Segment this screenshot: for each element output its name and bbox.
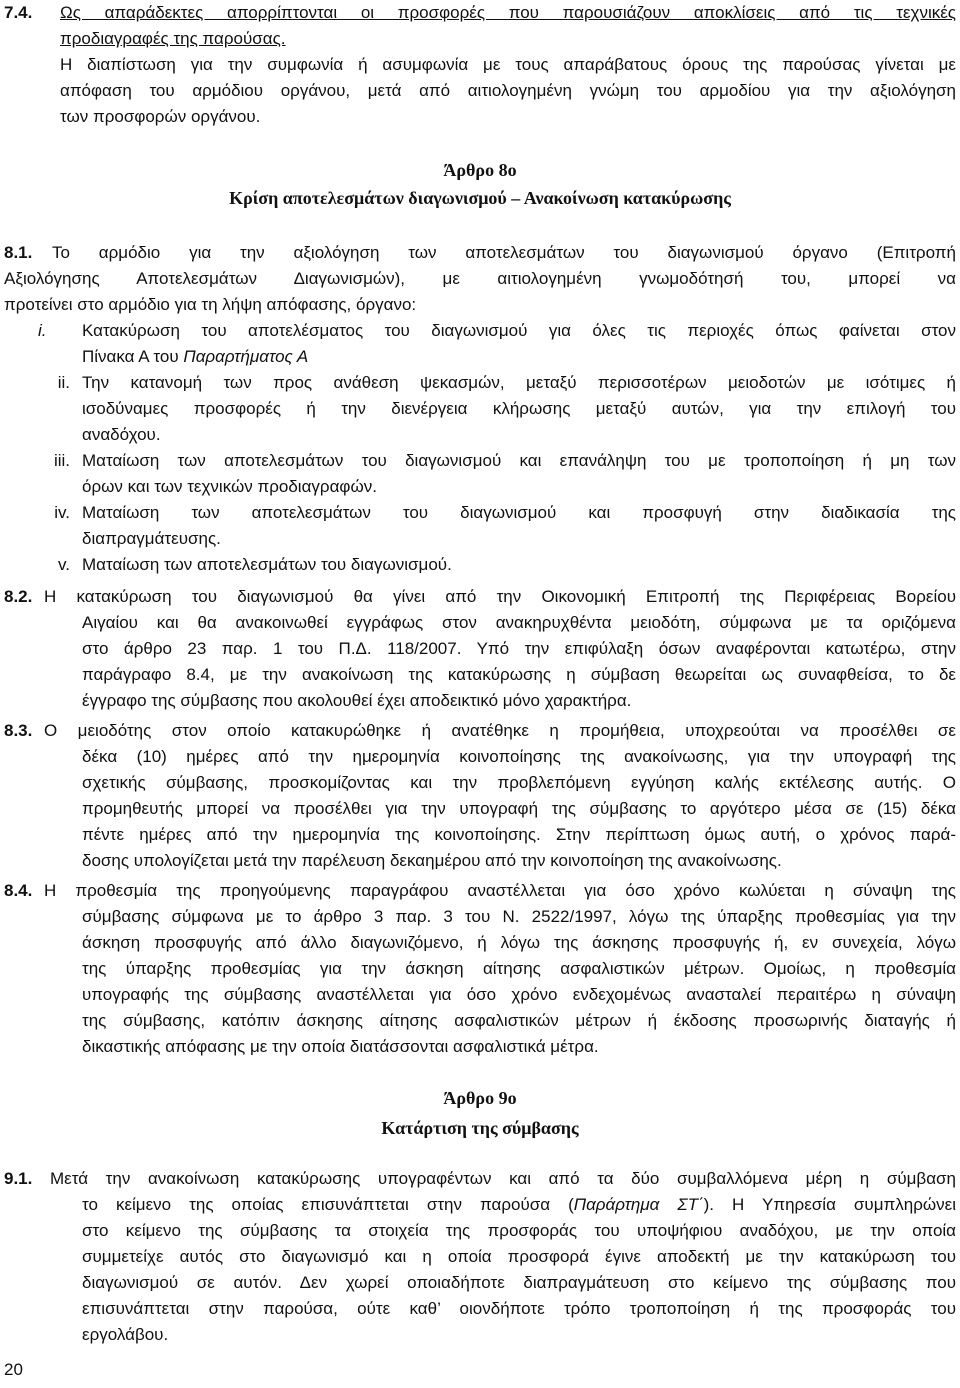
section-8-2-line: παράγραφο 8.4, με την ανακοίνωση της κατακύρωσης η σύμβαση θεωρείται ως συναφθείσα, το δε — [82, 665, 956, 684]
section-8-4-line: υπογραφής της σύμβασης αναστέλλεται για όσο χρόνο ενδεχομένως ανασταλεί περαιτέρω η σύναψη — [82, 985, 956, 1004]
section-8-3-line: σχετικής σύμβασης, προσκομίζοντας και την προβλεπόμενη εγγύηση καλής εκτέλεσης αυτής. Ο — [82, 773, 956, 792]
list-item-line: Την κατανομή των προς ανάθεση ψεκασμών, μεταξύ περισσοτέρων μειοδοτών με ισότιμες ή — [82, 373, 956, 392]
section-8-3-line: προμηθευτής μπορεί να προσέλθει για την υπογραφή της σύμβασης το αργότερο μέσα σε (15) δέκα — [82, 799, 956, 818]
section-8-2-number: 8.2. — [4, 587, 33, 606]
section-8-4-number: 8.4. — [4, 881, 33, 900]
list-item-line: Ματαίωση των αποτελεσμάτων του διαγωνισμού και προσφυγή στην διαδικασία της — [82, 503, 956, 522]
list-item-last-line: διαπραγμάτευσης. — [82, 529, 221, 548]
list-item-line: Κατακύρωση του αποτελέσματος του διαγωνισμού για όλες τις περιοχές όπως φαίνεται στον — [82, 321, 956, 340]
section-8-4-line: σύμβασης σύμφωνα με το άρθρο 3 παρ. 3 του Ν. 2522/1997, λόγω της ύπαρξης προθεσμίας για την — [82, 907, 956, 926]
section-8-4-line: Η προθεσμία της προηγούμενης παραγράφου αναστέλλεται για όσο χρόνο κωλύεται η σύναψη της — [44, 881, 956, 900]
article-8-subtitle: Κρίση αποτελεσμάτων διαγωνισμού – Ανακοίνωση κατακύρωσης — [229, 188, 731, 208]
section-9-1-line: συμμετείχε αυτός στο διαγωνισμό και η οποία προσφορά έγινε αποδεκτή με την κατακύρωση του — [82, 1247, 956, 1266]
list-item-label: i. — [38, 321, 47, 340]
section-8-2-line: Η κατακύρωση του διαγωνισμού θα γίνει από την Οικονομική Επιτροπή της Περιφέρειας Βορείου — [44, 587, 956, 606]
list-item-label: iii. — [53, 451, 70, 470]
section-8-1-number: 8.1. — [4, 243, 33, 262]
section-8-4-line: άσκηση προσφυγής από άλλο διαγωνιζόμενο, ή λόγω της άσκησης προσφυγής ή, εν συνεχεία, λόγω — [82, 933, 956, 952]
section-8-4-line: δικαστικής απόφασης με την οποία διατάσσονται ασφαλιστικά μέτρα. — [82, 1037, 599, 1056]
section-7-4-line: απόφαση του αρμόδιου οργάνου, μετά από αιτιολογημένη γνώμη του αρμοδίου για την αξιολόγηση — [60, 81, 956, 100]
section-9-1-line: εργολάβου. — [82, 1325, 169, 1344]
list-item-last-line: αναδόχου. — [82, 425, 161, 444]
section-8-3-line: Ο μειοδότης στον οποίο κατακυρώθηκε ή ανατέθηκε η προμήθεια, υποχρεούται να προσέλθει σε — [44, 721, 956, 740]
section-8-1-line: Το αρμόδιο για την αξιολόγηση των αποτελεσμάτων του διαγωνισμού όργανο (Επιτροπή — [52, 243, 956, 262]
list-item-line: Ματαίωση των αποτελεσμάτων του διαγωνισμού και επανάληψη του με τροποποίηση ή μη των — [82, 451, 956, 470]
section-7-4-line: προδιαγραφές της παρούσας. — [60, 29, 286, 48]
list-item-label: v. — [58, 555, 70, 574]
section-7-4-line: Η διαπίστωση για την συμφωνία ή ασυμφωνία με τους απαράβατους όρους της παρούσας γίνεται με — [60, 55, 956, 74]
section-8-3-line: δέκα (10) ημέρες από την ημερομηνία κοινοποίησης της ανακοίνωσης, για την υπογραφή της — [82, 747, 956, 766]
list-item-line: ισοδύναμες προσφορές ή την διενέργεια κλήρωσης μεταξύ αυτών, για την επιλογή του — [82, 399, 956, 418]
list-item-last-line: όρων και των τεχνικών προδιαγραφών. — [82, 477, 377, 496]
section-8-3-line: πέντε ημέρες από την ημερομηνία της κοινοποίησης. Στην περίπτωση όμως αυτή, ο χρόνος παρά- — [82, 825, 956, 844]
section-9-1-line: το κείμενο της οποίας επισυνάπτεται στην παρούσα (Παράρτημα ΣΤ΄). Η Υπηρεσία συμπληρώνει — [82, 1195, 956, 1214]
section-9-1-line: στο κείμενο της σύμβασης τα στοιχεία της προσφοράς του υποψήφιου αναδόχου, με την οποία — [82, 1221, 956, 1240]
section-8-4-line: της σύμβασης, κατόπιν άσκησης αίτησης ασφαλιστικών μέτρων ή έκδοσης προσωρινής διαταγής ή — [82, 1011, 956, 1030]
section-8-4-line: της ύπαρξης προθεσμίας για την άσκηση αίτησης ασφαλιστικών μέτρων. Ομοίως, η προθεσμία — [82, 959, 956, 978]
list-item-last-line: Ματαίωση των αποτελεσμάτων του διαγωνισμού. — [82, 555, 452, 574]
section-8-3-number: 8.3. — [4, 721, 33, 740]
section-8-1-line: προτείνει στο αρμόδιο για τη λήψη απόφασης, όργανο: — [4, 295, 417, 314]
list-item-label: ii. — [57, 373, 70, 392]
article-9-subtitle: Κατάρτιση της σύμβασης — [381, 1118, 579, 1138]
section-8-2-line: Αιγαίου και θα ανακοινωθεί εγγράφως στον ανακηρυχθέντα μειοδότη, σύμφωνα με τα οριζόμενα — [82, 613, 956, 632]
section-7-4-line: Ως απαράδεκτες απορρίπτονται οι προσφορές που παρουσιάζουν αποκλίσεις από τις τεχνικές — [60, 3, 956, 22]
article-8-title: Άρθρο 8ο — [443, 160, 517, 180]
section-7-4-number: 7.4. — [4, 3, 33, 22]
section-8-3-line: δοσης υπολογίζεται μετά την παρέλευση δεκαημέρου από την κοινοποίηση της ανακοίνωσης. — [82, 851, 782, 870]
section-7-4-line: των προσφορών οργάνου. — [60, 107, 261, 126]
section-9-1-line: επισυνάπτεται στην παρούσα, ούτε καθ’ οιονδήποτε τρόπο τροποποίηση ή της προσφοράς του — [82, 1299, 956, 1318]
article-9-title: Άρθρο 9ο — [443, 1088, 517, 1108]
section-9-1-number: 9.1. — [4, 1169, 33, 1188]
section-8-1-line: Αξιολόγησης Αποτελεσμάτων Διαγωνισμών), με αιτιολογημένη γνωμοδότησή του, μπορεί να — [4, 269, 956, 288]
list-item-last-line: Πίνακα Α του Παραρτήματος Α — [82, 347, 309, 366]
page-number: 20 — [4, 1360, 23, 1379]
section-8-2-line: στο άρθρο 23 παρ. 1 του Π.Δ. 118/2007. Υπό την επιφύλαξη όσων αναφέρονται κατωτέρω, στην — [82, 639, 956, 658]
section-9-1-line: διαγωνισμού σε αυτόν. Δεν χωρεί οποιαδήποτε διαπραγμάτευση στο κείμενο της σύμβασης που — [82, 1273, 956, 1292]
section-9-1-line: Μετά την ανακοίνωση κατακύρωσης υπογραφέντων και από τα δύο συμβαλλόμενα μέρη η σύμβαση — [50, 1169, 956, 1188]
section-8-2-line: έγγραφο της σύμβασης που ακολουθεί έχει αποδεικτικό μόνο χαρακτήρα. — [82, 691, 632, 710]
list-item-label: iv. — [54, 503, 70, 522]
